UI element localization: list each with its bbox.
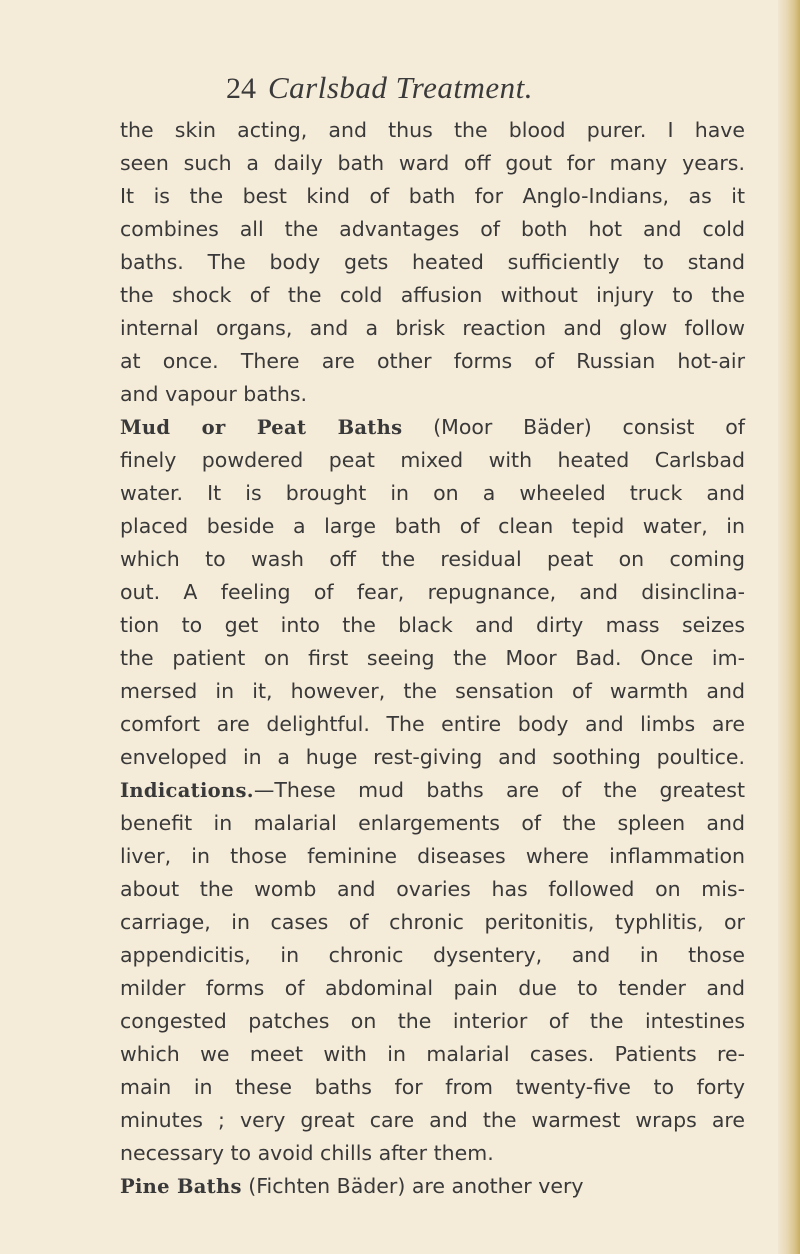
text-line <box>120 510 745 543</box>
line-text: finely powdered peat mixed with heated Carlsbad <box>120 448 745 472</box>
text-line <box>120 345 745 378</box>
line-text: internal organs, and a brisk reaction and glow follow <box>120 316 745 340</box>
line-text: liver, in those feminine diseases where inflammation <box>120 844 745 868</box>
line-text: about the womb and ovaries has followed on mis- <box>120 877 745 901</box>
text-line <box>120 873 745 906</box>
line-text: seen such a daily bath ward off gout for many years. <box>120 151 745 175</box>
line-text: congested patches on the interior of the intestines <box>120 1009 745 1033</box>
text-line <box>120 675 745 708</box>
text-line <box>120 246 745 279</box>
line-text: which we meet with in malarial cases. Patients re- <box>120 1042 745 1066</box>
line-text: baths. The body gets heated sufficiently to stand <box>120 250 745 274</box>
text-line <box>120 741 745 774</box>
text-line <box>120 906 745 939</box>
section-heading: Indications. <box>120 779 254 802</box>
page-edge <box>778 0 800 1254</box>
text-line <box>120 378 745 411</box>
text-line <box>120 708 745 741</box>
line-text: main in these baths for from twenty-five to forty <box>120 1075 745 1099</box>
line-text: comfort are delightful. The entire body and limbs are <box>120 712 745 736</box>
line-text: tion to get into the black and dirty mass seizes <box>120 613 745 637</box>
text-line <box>120 279 745 312</box>
text-line <box>120 312 745 345</box>
line-text: combines all the advantages of both hot and cold <box>120 217 745 241</box>
text-line <box>120 642 745 675</box>
text-line <box>120 1137 745 1170</box>
line-text: (Moor Bäder) consist of <box>402 415 745 439</box>
text-line <box>120 213 745 246</box>
line-text: —These mud baths are of the greatest <box>253 778 745 802</box>
line-text: milder forms of abdominal pain due to tender and <box>120 976 745 1000</box>
text-line <box>120 1071 745 1104</box>
line-text: mersed in it, however, the sensation of warmth and <box>120 679 745 703</box>
section-heading: Mud or Peat Baths <box>120 416 403 439</box>
line-text: and vapour baths. <box>120 382 308 406</box>
text-line <box>120 939 745 972</box>
line-text: placed beside a large bath of clean tepid water, in <box>120 514 745 538</box>
line-text: out. A feeling of fear, repugnance, and disinclina- <box>120 580 745 604</box>
text-line <box>120 444 745 477</box>
text-line <box>120 1038 745 1071</box>
text-line <box>120 1104 745 1137</box>
section-heading: Pine Baths <box>120 1175 242 1198</box>
text-line <box>120 807 745 840</box>
line-text: water. It is brought in on a wheeled truck and <box>120 481 745 505</box>
line-text: the shock of the cold affusion without injury to the <box>120 283 745 307</box>
text-line <box>120 180 745 213</box>
line-text: at once. There are other forms of Russian hot-air <box>120 349 745 373</box>
line-text: which to wash off the residual peat on coming <box>120 547 745 571</box>
text-line <box>120 774 745 807</box>
text-line <box>120 1005 745 1038</box>
line-text: carriage, in cases of chronic peritonitis, typhlitis, or <box>120 910 745 934</box>
line-text: It is the best kind of bath for Anglo-Indians, as it <box>120 184 745 208</box>
page-number: 24 <box>226 72 256 105</box>
line-text: the patient on first seeing the Moor Bad. Once im- <box>120 646 745 670</box>
text-line <box>120 1170 745 1203</box>
line-text: appendicitis, in chronic dysentery, and in those <box>120 943 745 967</box>
line-text: the skin acting, and thus the blood purer. I have <box>120 118 745 142</box>
text-line <box>120 972 745 1005</box>
text-line <box>120 147 745 180</box>
running-header <box>0 70 800 120</box>
body-text <box>120 114 745 1203</box>
line-text: enveloped in a huge rest-giving and soothing poultice. <box>120 745 745 769</box>
line-text: (Fichten Bäder) are another very <box>241 1174 584 1198</box>
line-text: necessary to avoid chills after them. <box>120 1141 494 1165</box>
text-line <box>120 576 745 609</box>
text-line <box>120 411 745 444</box>
text-line <box>120 114 745 147</box>
text-line <box>120 609 745 642</box>
text-line <box>120 477 745 510</box>
line-text: benefit in malarial enlargements of the spleen and <box>120 811 745 835</box>
running-title: Carlsbad Treatment. <box>268 70 533 105</box>
line-text: minutes ; very great care and the warmest wraps are <box>120 1108 745 1132</box>
text-line <box>120 840 745 873</box>
text-line <box>120 543 745 576</box>
